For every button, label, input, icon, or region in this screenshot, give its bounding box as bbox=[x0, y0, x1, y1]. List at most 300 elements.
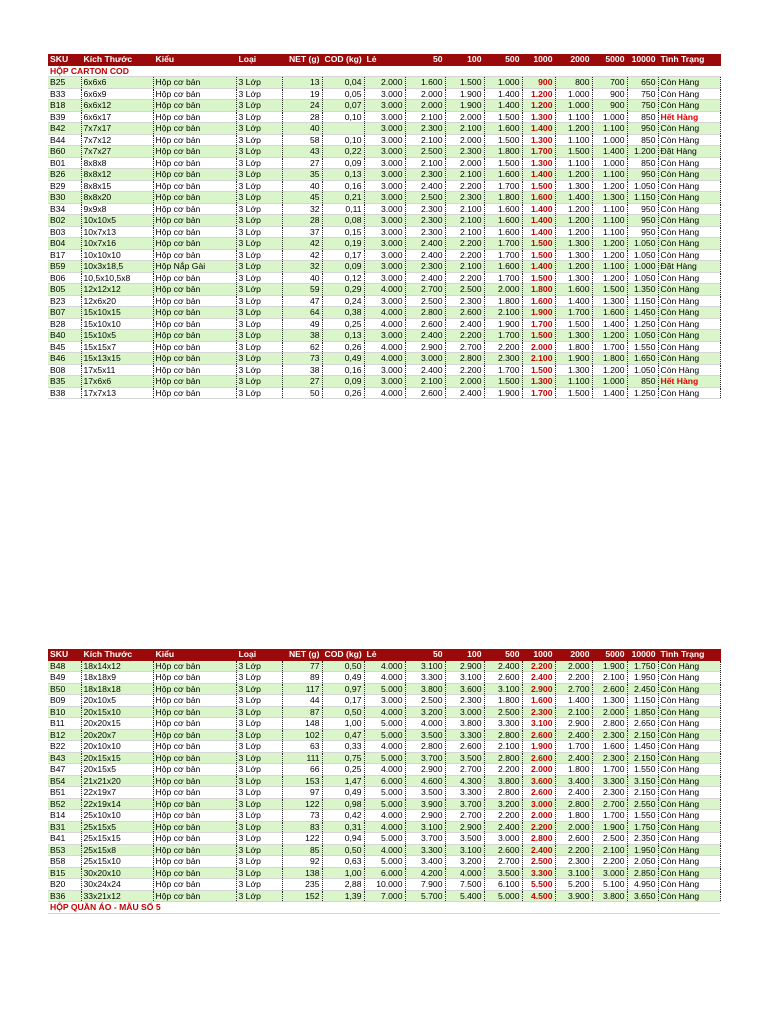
table-header-row bbox=[48, 54, 720, 65]
table-cell: 10,5x10,5x8 bbox=[81, 272, 153, 284]
table-cell: 2.300 bbox=[405, 169, 445, 181]
column-header: 5000 bbox=[592, 54, 627, 65]
table-cell: 1.400 bbox=[522, 123, 555, 135]
table-cell: 1.300 bbox=[522, 376, 555, 388]
table-cell: 85 bbox=[282, 844, 322, 856]
table-cell: 148 bbox=[282, 718, 322, 730]
table-cell: 5.000 bbox=[364, 718, 405, 730]
table-cell: 1.800 bbox=[555, 341, 592, 353]
table-cell: 45 bbox=[282, 192, 322, 204]
table-cell: 4.000 bbox=[364, 318, 405, 330]
table-cell: 1.700 bbox=[484, 249, 522, 261]
column-header: Lẻ bbox=[364, 649, 405, 660]
table-cell: 2.000 bbox=[445, 111, 484, 123]
table-cell: 15x10x15 bbox=[81, 307, 153, 319]
section-title: HỘP QUẦN ÁO - MẪU SỐ 5 bbox=[48, 902, 720, 914]
table-cell: 0,09 bbox=[322, 261, 364, 273]
table-cell: 2.600 bbox=[555, 833, 592, 845]
table-cell: Hộp cơ bản bbox=[153, 180, 236, 192]
table-cell: B09 bbox=[48, 695, 81, 707]
table-cell: 1.500 bbox=[522, 272, 555, 284]
table-cell: 1.600 bbox=[484, 261, 522, 273]
table-cell: 73 bbox=[282, 810, 322, 822]
table-cell: B51 bbox=[48, 787, 81, 799]
table-cell: 50 bbox=[282, 387, 322, 399]
table-cell: Hộp cơ bản bbox=[153, 341, 236, 353]
table-cell: 2.700 bbox=[484, 856, 522, 868]
table-cell: 6.100 bbox=[484, 879, 522, 891]
table-cell: 1.000 bbox=[592, 134, 627, 146]
table-cell: 3 Lớp bbox=[236, 387, 282, 399]
table-cell: 1.800 bbox=[522, 284, 555, 296]
table-cell: 20x20x7 bbox=[81, 729, 153, 741]
table-cell: 4.000 bbox=[364, 284, 405, 296]
table-cell: 2.700 bbox=[405, 284, 445, 296]
price-table-carton-cod bbox=[48, 54, 721, 399]
table-cell: Hộp cơ bản bbox=[153, 307, 236, 319]
column-header: Lẻ bbox=[364, 54, 405, 65]
table-cell: 0,38 bbox=[322, 307, 364, 319]
table-cell: 3.100 bbox=[445, 844, 484, 856]
table-cell: 3.100 bbox=[405, 660, 445, 672]
table-cell: 22x19x7 bbox=[81, 787, 153, 799]
table-cell: 122 bbox=[282, 798, 322, 810]
table-cell: 1.000 bbox=[555, 100, 592, 112]
table-cell: 1.400 bbox=[522, 169, 555, 181]
table-cell: 3 Lớp bbox=[236, 833, 282, 845]
table-cell: Hộp cơ bản bbox=[153, 169, 236, 181]
table-cell: Còn Hàng bbox=[658, 729, 720, 741]
table-cell: 73 bbox=[282, 353, 322, 365]
table-cell: 111 bbox=[282, 752, 322, 764]
table-cell: Hộp cơ bản bbox=[153, 821, 236, 833]
table-cell: 1.850 bbox=[627, 706, 658, 718]
table-cell: 3 Lớp bbox=[236, 272, 282, 284]
table-cell: 3.300 bbox=[445, 729, 484, 741]
table-cell: B26 bbox=[48, 169, 81, 181]
table-cell: 0,33 bbox=[322, 741, 364, 753]
table-cell: 3.100 bbox=[405, 821, 445, 833]
table-cell: 3 Lớp bbox=[236, 330, 282, 342]
table-cell: 1.300 bbox=[555, 330, 592, 342]
table-cell: 0,21 bbox=[322, 192, 364, 204]
table-cell: 4.000 bbox=[364, 821, 405, 833]
table-cell: 2.300 bbox=[405, 203, 445, 215]
table-row bbox=[48, 890, 720, 902]
table-cell: 4.000 bbox=[364, 741, 405, 753]
table-row bbox=[48, 879, 720, 891]
table-cell: Còn Hàng bbox=[658, 307, 720, 319]
table-row bbox=[48, 88, 720, 100]
table-cell: 3 Lớp bbox=[236, 890, 282, 902]
table-cell: B10 bbox=[48, 706, 81, 718]
table-cell: 1.500 bbox=[522, 330, 555, 342]
table-cell: 42 bbox=[282, 238, 322, 250]
table-cell: 3.000 bbox=[364, 261, 405, 273]
table-cell: 1.950 bbox=[627, 672, 658, 684]
table-cell: 5.000 bbox=[364, 683, 405, 695]
table-cell: B04 bbox=[48, 238, 81, 250]
table-cell: B40 bbox=[48, 330, 81, 342]
table-cell: 3.600 bbox=[445, 683, 484, 695]
table-cell: Hộp cơ bản bbox=[153, 134, 236, 146]
column-header: COD (kg) bbox=[322, 649, 364, 660]
table-cell: 5.000 bbox=[364, 729, 405, 741]
table-cell: B52 bbox=[48, 798, 81, 810]
table-cell: 2.400 bbox=[405, 330, 445, 342]
table-cell: 2.400 bbox=[555, 787, 592, 799]
table-cell: 3 Lớp bbox=[236, 307, 282, 319]
table-cell: 0,24 bbox=[322, 295, 364, 307]
table-cell: 2.300 bbox=[445, 695, 484, 707]
table-cell: 42 bbox=[282, 249, 322, 261]
table-row bbox=[48, 157, 720, 169]
table-cell: 3.000 bbox=[364, 376, 405, 388]
table-cell: Hộp cơ bản bbox=[153, 798, 236, 810]
table-cell: 1.300 bbox=[555, 180, 592, 192]
table-cell: Còn Hàng bbox=[658, 77, 720, 89]
table-cell: 10x7x16 bbox=[81, 238, 153, 250]
table-cell: 0,19 bbox=[322, 238, 364, 250]
table-cell: 21x21x20 bbox=[81, 775, 153, 787]
table-cell: Hộp cơ bản bbox=[153, 729, 236, 741]
table-cell: 3 Lớp bbox=[236, 729, 282, 741]
table-row bbox=[48, 295, 720, 307]
column-header: 100 bbox=[445, 54, 484, 65]
table-cell: B39 bbox=[48, 111, 81, 123]
table-cell: 4.600 bbox=[405, 775, 445, 787]
table-cell: 3 Lớp bbox=[236, 100, 282, 112]
table-cell: Còn Hàng bbox=[658, 364, 720, 376]
table-cell: Còn Hàng bbox=[658, 100, 720, 112]
table-cell: 1.000 bbox=[484, 77, 522, 89]
table-cell: 1.400 bbox=[484, 88, 522, 100]
table-cell: 3 Lớp bbox=[236, 157, 282, 169]
table-cell: B28 bbox=[48, 318, 81, 330]
table-cell: 1,47 bbox=[322, 775, 364, 787]
table-cell: 3 Lớp bbox=[236, 169, 282, 181]
table-row bbox=[48, 798, 720, 810]
table-cell: Còn Hàng bbox=[658, 387, 720, 399]
table-cell: 2.000 bbox=[522, 810, 555, 822]
column-header: Tình Trạng bbox=[658, 649, 720, 660]
table-cell: Hộp cơ bản bbox=[153, 695, 236, 707]
column-header: COD (kg) bbox=[322, 54, 364, 65]
table-cell: 3.300 bbox=[484, 718, 522, 730]
table-cell: Hộp cơ bản bbox=[153, 752, 236, 764]
table-cell: Hộp cơ bản bbox=[153, 856, 236, 868]
table-cell: 10x10x5 bbox=[81, 215, 153, 227]
table-cell: 1,39 bbox=[322, 890, 364, 902]
table-cell: 10x3x18,5 bbox=[81, 261, 153, 273]
table-cell: 7.900 bbox=[405, 879, 445, 891]
table-cell: 27 bbox=[282, 376, 322, 388]
table-cell: 2.600 bbox=[522, 752, 555, 764]
table-cell: 1.700 bbox=[592, 341, 627, 353]
table-cell: Hộp cơ bản bbox=[153, 764, 236, 776]
table-cell: 5.000 bbox=[484, 890, 522, 902]
table-cell: 1.600 bbox=[592, 307, 627, 319]
table-cell: B43 bbox=[48, 752, 81, 764]
table-row bbox=[48, 203, 720, 215]
table-cell: Còn Hàng bbox=[658, 226, 720, 238]
table-cell: 25x10x10 bbox=[81, 810, 153, 822]
table-row bbox=[48, 238, 720, 250]
table-cell: Hết Hàng bbox=[658, 111, 720, 123]
table-cell: Còn Hàng bbox=[658, 672, 720, 684]
table-cell: 1.900 bbox=[592, 821, 627, 833]
table-cell: 1.500 bbox=[522, 180, 555, 192]
table-cell: B22 bbox=[48, 741, 81, 753]
table-cell: 1.500 bbox=[484, 111, 522, 123]
table-cell: 3.700 bbox=[405, 833, 445, 845]
table-cell: B38 bbox=[48, 387, 81, 399]
table-cell: 32 bbox=[282, 203, 322, 215]
table-row bbox=[48, 134, 720, 146]
table-row bbox=[48, 318, 720, 330]
table-cell: 0,47 bbox=[322, 729, 364, 741]
table-cell: 2,88 bbox=[322, 879, 364, 891]
table-cell: 2.100 bbox=[405, 134, 445, 146]
table-cell: 1.900 bbox=[445, 100, 484, 112]
table-cell: 15x15x7 bbox=[81, 341, 153, 353]
table-cell: 2.500 bbox=[405, 295, 445, 307]
table-cell: B58 bbox=[48, 856, 81, 868]
table-cell: 2.000 bbox=[405, 88, 445, 100]
column-header: SKU bbox=[48, 54, 81, 65]
table-cell: 40 bbox=[282, 272, 322, 284]
table-cell: 18x18x9 bbox=[81, 672, 153, 684]
table-cell: 0,10 bbox=[322, 134, 364, 146]
table-cell: 2.800 bbox=[484, 729, 522, 741]
table-cell: 2.300 bbox=[445, 295, 484, 307]
table-cell: B47 bbox=[48, 764, 81, 776]
table-cell: 1.200 bbox=[522, 100, 555, 112]
table-cell: 1.900 bbox=[592, 660, 627, 672]
table-cell: 27 bbox=[282, 157, 322, 169]
table-cell: 4.000 bbox=[364, 810, 405, 822]
table-cell: 0,10 bbox=[322, 111, 364, 123]
table-cell: 0,13 bbox=[322, 169, 364, 181]
table-cell: 20x10x10 bbox=[81, 741, 153, 753]
table-cell: 3.200 bbox=[445, 856, 484, 868]
table-cell: 153 bbox=[282, 775, 322, 787]
column-header: Kích Thước bbox=[81, 649, 153, 660]
table-cell: 1.100 bbox=[592, 169, 627, 181]
table-cell: 3 Lớp bbox=[236, 706, 282, 718]
table-row bbox=[48, 226, 720, 238]
table-cell: 2.000 bbox=[445, 376, 484, 388]
table-cell: 4.000 bbox=[405, 718, 445, 730]
table-cell: Còn Hàng bbox=[658, 169, 720, 181]
table-cell: 1.500 bbox=[445, 77, 484, 89]
table-row bbox=[48, 775, 720, 787]
table-cell: 650 bbox=[627, 77, 658, 89]
table-cell: 2.200 bbox=[522, 660, 555, 672]
table-cell: 1.100 bbox=[555, 111, 592, 123]
table-cell: 0,05 bbox=[322, 88, 364, 100]
table-cell: 3.300 bbox=[522, 867, 555, 879]
table-cell: Hộp cơ bản bbox=[153, 718, 236, 730]
table-cell: 3 Lớp bbox=[236, 295, 282, 307]
table-cell: 10x7x13 bbox=[81, 226, 153, 238]
table-cell: Hộp cơ bản bbox=[153, 146, 236, 158]
table-cell: 2.000 bbox=[364, 77, 405, 89]
table-cell: 2.800 bbox=[484, 752, 522, 764]
table-cell: 950 bbox=[627, 215, 658, 227]
table-cell: 3.300 bbox=[405, 844, 445, 856]
table-cell: 1.200 bbox=[592, 330, 627, 342]
table-cell: 1.550 bbox=[627, 764, 658, 776]
table-cell: Còn Hàng bbox=[658, 810, 720, 822]
table-cell: 3.000 bbox=[364, 364, 405, 376]
table-cell: 3 Lớp bbox=[236, 284, 282, 296]
column-header: 1000 bbox=[522, 54, 555, 65]
table-cell: 2.400 bbox=[555, 729, 592, 741]
table-cell: B01 bbox=[48, 157, 81, 169]
table-cell: 800 bbox=[555, 77, 592, 89]
table-cell: B35 bbox=[48, 376, 81, 388]
table-cell: Còn Hàng bbox=[658, 752, 720, 764]
table-cell: 1.400 bbox=[592, 387, 627, 399]
table-cell: 3.700 bbox=[405, 752, 445, 764]
table-cell: 3.000 bbox=[364, 123, 405, 135]
table-cell: 3 Lớp bbox=[236, 134, 282, 146]
table-cell: 10.000 bbox=[364, 879, 405, 891]
table-cell: 3.800 bbox=[484, 775, 522, 787]
table-cell: 3.000 bbox=[522, 798, 555, 810]
table-cell: Hộp cơ bản bbox=[153, 330, 236, 342]
column-header: 500 bbox=[484, 649, 522, 660]
table-cell: 1.250 bbox=[627, 318, 658, 330]
table-cell: 20x10x5 bbox=[81, 695, 153, 707]
table-cell: Hộp cơ bản bbox=[153, 272, 236, 284]
table-cell: 3.150 bbox=[627, 775, 658, 787]
table-row bbox=[48, 272, 720, 284]
table-cell: 2.100 bbox=[555, 706, 592, 718]
table-cell: 2.000 bbox=[555, 821, 592, 833]
table-cell: 43 bbox=[282, 146, 322, 158]
table-cell: 152 bbox=[282, 890, 322, 902]
table-cell: 1.700 bbox=[592, 810, 627, 822]
table-cell: 3 Lớp bbox=[236, 215, 282, 227]
table-cell: 12x12x12 bbox=[81, 284, 153, 296]
table-cell: 3 Lớp bbox=[236, 249, 282, 261]
table-row bbox=[48, 810, 720, 822]
table-cell: 3 Lớp bbox=[236, 775, 282, 787]
table-cell: 2.000 bbox=[555, 660, 592, 672]
table-cell: 20x15x15 bbox=[81, 752, 153, 764]
table-cell: 2.600 bbox=[445, 741, 484, 753]
table-cell: 2.400 bbox=[405, 238, 445, 250]
table-cell: 1.550 bbox=[627, 810, 658, 822]
table-cell: 2.500 bbox=[445, 284, 484, 296]
table-row bbox=[48, 192, 720, 204]
table-cell: 4.000 bbox=[364, 353, 405, 365]
table-cell: Còn Hàng bbox=[658, 695, 720, 707]
table-cell: 35 bbox=[282, 169, 322, 181]
table-cell: 2.100 bbox=[445, 226, 484, 238]
table-cell: B06 bbox=[48, 272, 81, 284]
table-cell: 1.200 bbox=[592, 238, 627, 250]
table-cell: Còn Hàng bbox=[658, 341, 720, 353]
table-cell: Hộp cơ bản bbox=[153, 844, 236, 856]
table-cell: Hộp cơ bản bbox=[153, 683, 236, 695]
table-cell: 2.000 bbox=[522, 341, 555, 353]
table-row bbox=[48, 672, 720, 684]
table-cell: 1.500 bbox=[555, 318, 592, 330]
table-cell: Còn Hàng bbox=[658, 718, 720, 730]
table-row bbox=[48, 821, 720, 833]
table-cell: 950 bbox=[627, 169, 658, 181]
table-cell: 1.300 bbox=[592, 192, 627, 204]
table-cell: 1.100 bbox=[592, 215, 627, 227]
table-cell: 40 bbox=[282, 123, 322, 135]
table-cell: 97 bbox=[282, 787, 322, 799]
table-cell: 2.100 bbox=[445, 203, 484, 215]
table-cell: 1.700 bbox=[484, 238, 522, 250]
table-cell: Còn Hàng bbox=[658, 215, 720, 227]
table-cell: B17 bbox=[48, 249, 81, 261]
table-cell: 30x24x24 bbox=[81, 879, 153, 891]
table-cell: 4.000 bbox=[364, 387, 405, 399]
table-cell: 1.050 bbox=[627, 180, 658, 192]
table-cell: 1.300 bbox=[522, 111, 555, 123]
table-cell: 1.650 bbox=[627, 353, 658, 365]
table-cell: Còn Hàng bbox=[658, 88, 720, 100]
table-cell: Còn Hàng bbox=[658, 123, 720, 135]
table-cell: 1.700 bbox=[484, 180, 522, 192]
table-cell: 850 bbox=[627, 111, 658, 123]
table-cell: 3 Lớp bbox=[236, 867, 282, 879]
table-cell: 3.000 bbox=[364, 272, 405, 284]
table-cell: 2.300 bbox=[484, 353, 522, 365]
table-cell: 1.450 bbox=[627, 307, 658, 319]
table-cell: 3.000 bbox=[364, 695, 405, 707]
table-cell: 2.800 bbox=[522, 833, 555, 845]
table-cell: 3.800 bbox=[405, 683, 445, 695]
table-cell: 3.300 bbox=[445, 787, 484, 799]
table-cell: 2.100 bbox=[405, 157, 445, 169]
column-header: 2000 bbox=[555, 649, 592, 660]
table-cell: 2.200 bbox=[445, 272, 484, 284]
table-row bbox=[48, 100, 720, 112]
table-cell: 2.100 bbox=[592, 672, 627, 684]
table-cell: 2.600 bbox=[484, 672, 522, 684]
table-cell: B25 bbox=[48, 77, 81, 89]
table-cell: 59 bbox=[282, 284, 322, 296]
table-row bbox=[48, 660, 720, 672]
table-cell: 900 bbox=[592, 100, 627, 112]
table-cell: 2.500 bbox=[405, 192, 445, 204]
table-cell: B34 bbox=[48, 203, 81, 215]
table-cell: Hộp cơ bản bbox=[153, 249, 236, 261]
table-cell: 3 Lớp bbox=[236, 683, 282, 695]
table-cell: 1.700 bbox=[555, 741, 592, 753]
table-cell: 19 bbox=[282, 88, 322, 100]
table-cell: 2.200 bbox=[484, 764, 522, 776]
table-cell: Còn Hàng bbox=[658, 238, 720, 250]
table-cell: Còn Hàng bbox=[658, 775, 720, 787]
table-cell: 32 bbox=[282, 261, 322, 273]
table-cell: 13 bbox=[282, 77, 322, 89]
table-cell: 2.050 bbox=[627, 856, 658, 868]
table-cell: 850 bbox=[627, 157, 658, 169]
column-header: 50 bbox=[405, 649, 445, 660]
table-cell: 700 bbox=[592, 77, 627, 89]
table-cell: 0,09 bbox=[322, 157, 364, 169]
table-cell: 1.700 bbox=[484, 272, 522, 284]
